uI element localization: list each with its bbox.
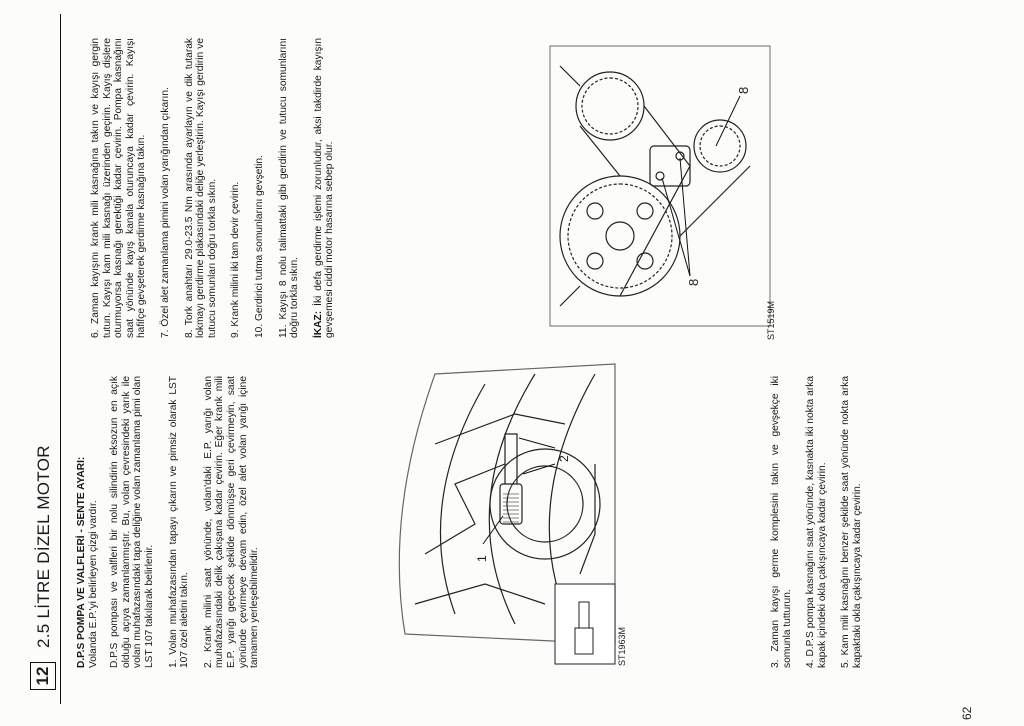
figure1-code: ST1963M — [617, 626, 627, 666]
figure-flywheel-timing-pin — [395, 354, 625, 674]
step-8: 8. Tork anahtarı 29.0-23.5 Nm arasında ayarlayın ve dik tutarak lokmayı gerdirme plakasındaki deliğe yerleştirin. Kayışı gerdirin ve tutucu somunları doğru torkla sıkın. — [183, 38, 218, 338]
warning-text: İki defa gerdirme işlemi zorunludur, aksi takdirde kayışın gevşemesi ciddi motor hasarına sebep olur. — [312, 38, 336, 338]
section-number-box: 12 — [30, 662, 56, 690]
chapter-title: 2.5 LİTRE DİZEL MOTOR — [34, 445, 53, 648]
step-7: 7. Özel alet zamanlama pimini volan yarığından çıkarın. — [159, 87, 171, 338]
flywheel-illustration — [395, 354, 625, 674]
figure2-callout-8a: 8 — [686, 278, 701, 286]
step-1: 1. Volan muhafazasından tapayı çıkarın ve pimsiz olarak LST 107 özel aletini takın. — [167, 376, 191, 668]
figure1-callout-2: 2 — [557, 455, 571, 462]
figure-timing-belt — [540, 26, 780, 346]
step-4: 4. D.P.S pompa kasnağını saat yönünde, kasnakta iki nokta arka kapak içindeki okla çakışıncaya kadar çevirin. — [805, 376, 828, 668]
header-rule — [60, 14, 61, 704]
warning-label: İKAZ: — [312, 310, 324, 338]
right-column — [90, 38, 348, 338]
step-3: 3. Zaman kayışı germe komplesini takın ve gevşekçe iki somunla tutturun. — [770, 376, 793, 668]
page-number: 62 — [960, 706, 974, 720]
step-10: 10. Gerdirici tutma somunlarını gevşetin. — [253, 155, 265, 338]
left-column — [76, 376, 273, 668]
step-5: 5. Kam mili kasnağını benzer şekilde saat yönünde nokta arka kapaktaki okla çakışıncaya kadar çevirin. — [840, 376, 863, 668]
middle-column — [770, 376, 876, 668]
figure1-callout-1: 1 — [475, 555, 489, 562]
section-heading: D.P.S POMPA VE VALFLERİ - SENTE AYARI: — [76, 456, 87, 668]
intro-paragraph: D.P.S pompası ve valfleri bir nolu silindirin eksozun en açık olduğu açıya zamanlanmıştır. Bu, volan çevresindeki yarık ile volan muhafazasındaki tapa deliğine volan zamanlama pimi olan LST 107 takılarak belirlenir. — [109, 376, 155, 668]
step-11: 11. Kayışı 8 nolu talimattaki gibi gerdirin ve tutucu somunlarını doğru torkla sıkın. — [277, 38, 301, 338]
timing-belt-illustration — [540, 26, 780, 346]
figure2-callout-8b: 8 — [736, 86, 751, 94]
section-heading-sub: Volanda E.P.'yi belirleyen çizgi vardır. — [87, 500, 99, 668]
warning-note — [313, 38, 336, 338]
step-2: 2. Krank milini saat yönünde, volan'daki E.P. yarığı volan muhafazasındaki delik çakışana kadar çevirin. Eğer krank mili E.P. yarığı geçecek şekilde dönmüşse geri çevirmeyin, saat yönünde çevirmeye devam edin, özel alet volan yarığı içine tamamen yerleşebilmelidir. — [202, 376, 261, 668]
step-9: 9. Krank milini iki tam devir çevirin. — [230, 181, 242, 338]
step-6: 6. Zaman kayışını krank mili kasnağına takın ve kayışı gergin tutun. Kayışı kam mili kasnağı üzerinden geçirin. Kayış dişlere oturmuyorsa kasnağı gerektiği kadar çevirin. Pompa kasnağını saat yönünde kayış kanala oturuncaya kadar çevirin. Kayışı hafifçe gevşeterek gerdirme kasnağına takın. — [90, 38, 148, 338]
figure2-code: ST1519M — [766, 300, 776, 340]
